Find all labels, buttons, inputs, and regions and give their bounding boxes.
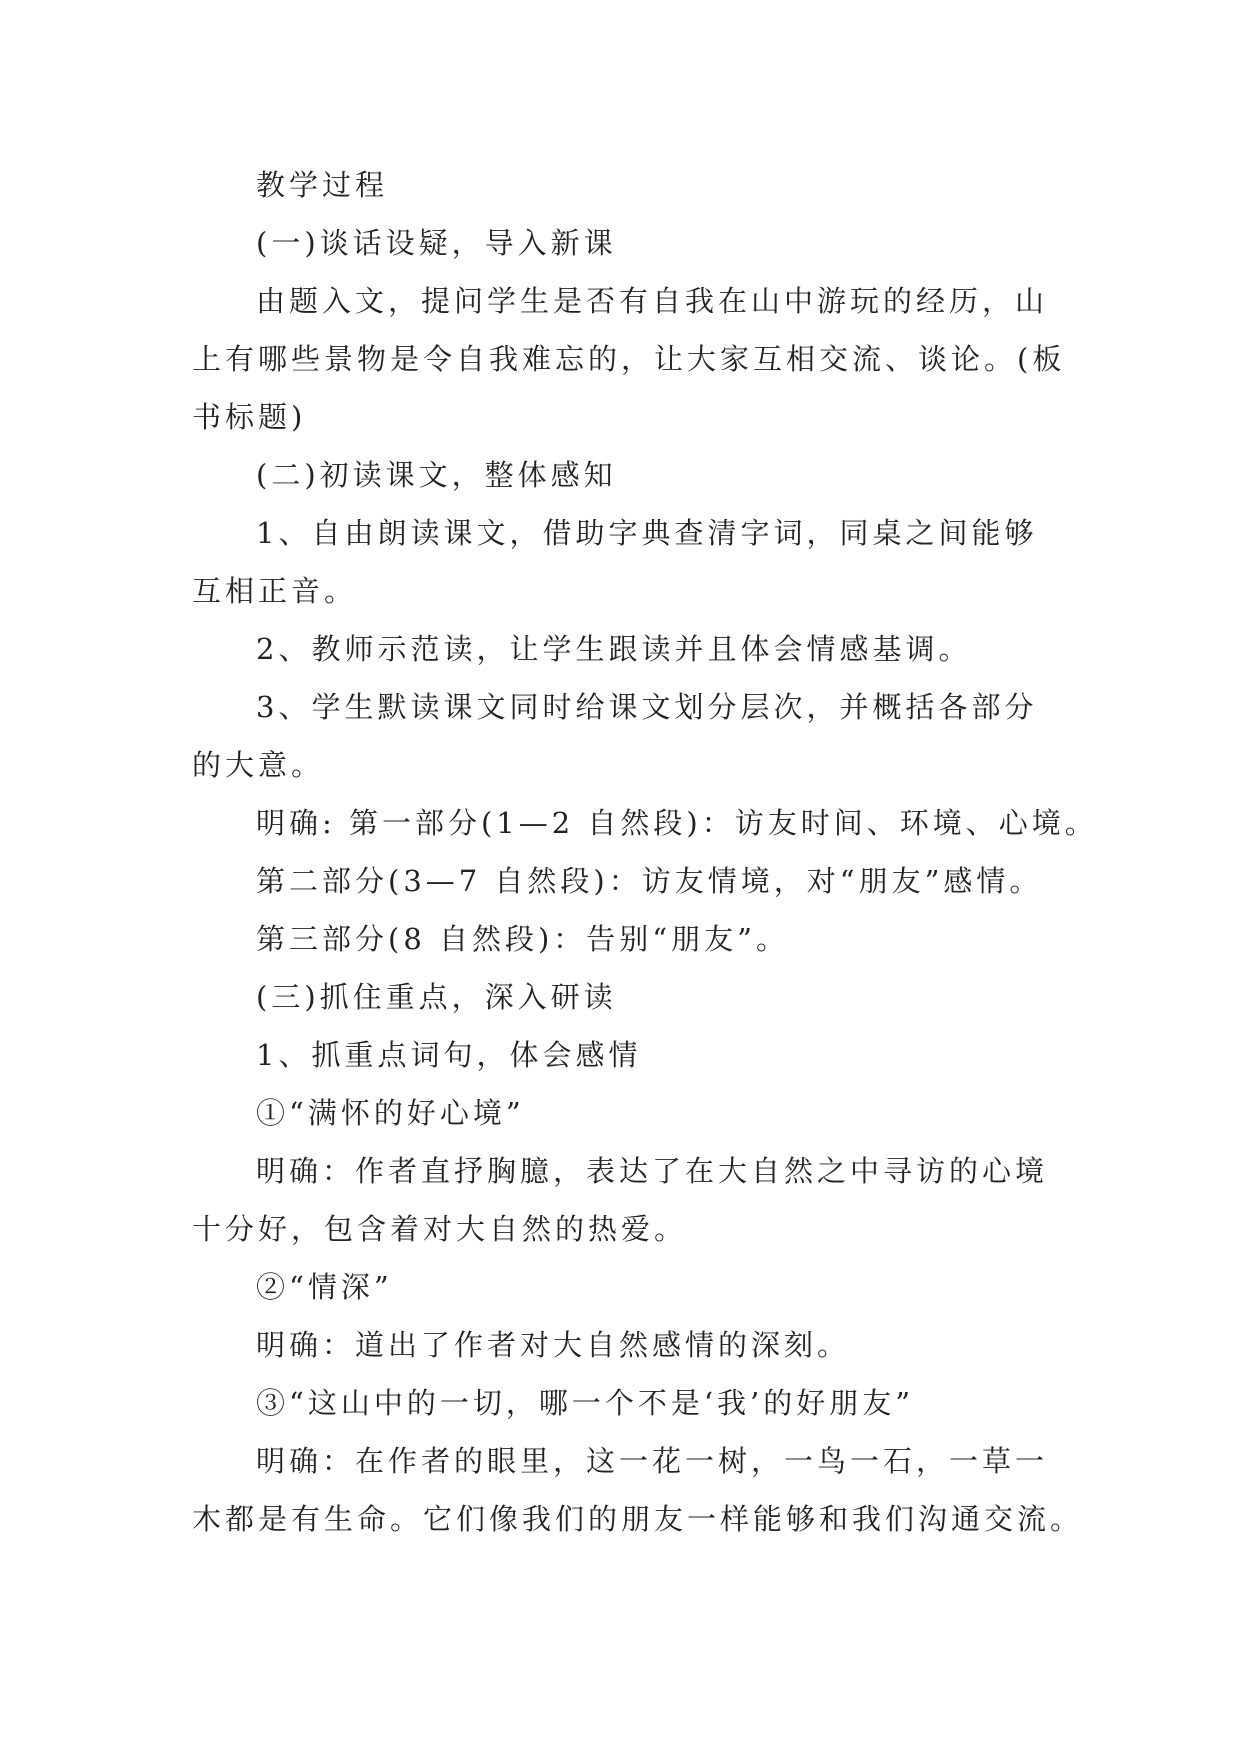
paragraph-line: 明确：道出了作者对大自然感情的深刻。 — [256, 1328, 851, 1362]
paragraph-line: 的大意。 — [192, 748, 325, 782]
list-item: ②“情深” — [256, 1270, 393, 1304]
paragraph-line: 明确：在作者的眼里，这一花一树，一鸟一石，一草一 — [256, 1444, 1049, 1478]
paragraph-line: 十分好，包含着对大自然的热爱。 — [192, 1212, 688, 1246]
paragraph-line: 由题入文，提问学生是否有自我在山中游玩的经历，山 — [256, 284, 1049, 318]
section-heading: 教学过程 — [256, 168, 389, 202]
paragraph-line: 木都是有生命。它们像我们的朋友一样能够和我们沟通交流。 — [192, 1502, 1084, 1536]
list-item: ①“满怀的好心境” — [256, 1096, 525, 1130]
paragraph-line: 第三部分(8 自然段)：告别“朋友”。 — [256, 922, 789, 956]
subsection-heading: (三)抓住重点，深入研读 — [256, 980, 617, 1014]
paragraph-line: 互相正音。 — [192, 574, 358, 608]
subsection-heading: (二)初读课文，整体感知 — [256, 458, 617, 492]
list-item: ③“这山中的一切，哪一个不是‘我’的好朋友” — [256, 1386, 915, 1420]
paragraph-line: 明确: 第一部分(1—2 自然段)：访友时间、环境、心境。 — [256, 806, 1098, 840]
paragraph-line: 1、自由朗读课文，借助字典查清字词，同桌之间能够 — [256, 516, 1038, 550]
document-body — [192, 156, 1098, 1548]
paragraph-line: 第二部分(3—7 自然段)：访友情境，对“朋友”感情。 — [256, 864, 1043, 898]
paragraph-line: 2、教师示范读，让学生跟读并且体会情感基调。 — [256, 632, 972, 666]
paragraph-line: 书标题) — [192, 400, 307, 434]
subsection-heading: (一)谈话设疑，导入新课 — [256, 226, 617, 260]
paragraph-line: 1、抓重点词句，体会感情 — [256, 1038, 642, 1072]
paragraph-line: 明确：作者直抒胸臆，表达了在大自然之中寻访的心境 — [256, 1154, 1049, 1188]
paragraph-line: 3、学生默读课文同时给课文划分层次，并概括各部分 — [256, 690, 1038, 724]
paragraph-line: 上有哪些景物是令自我难忘的，让大家互相交流、谈论。(板 — [192, 342, 1066, 376]
